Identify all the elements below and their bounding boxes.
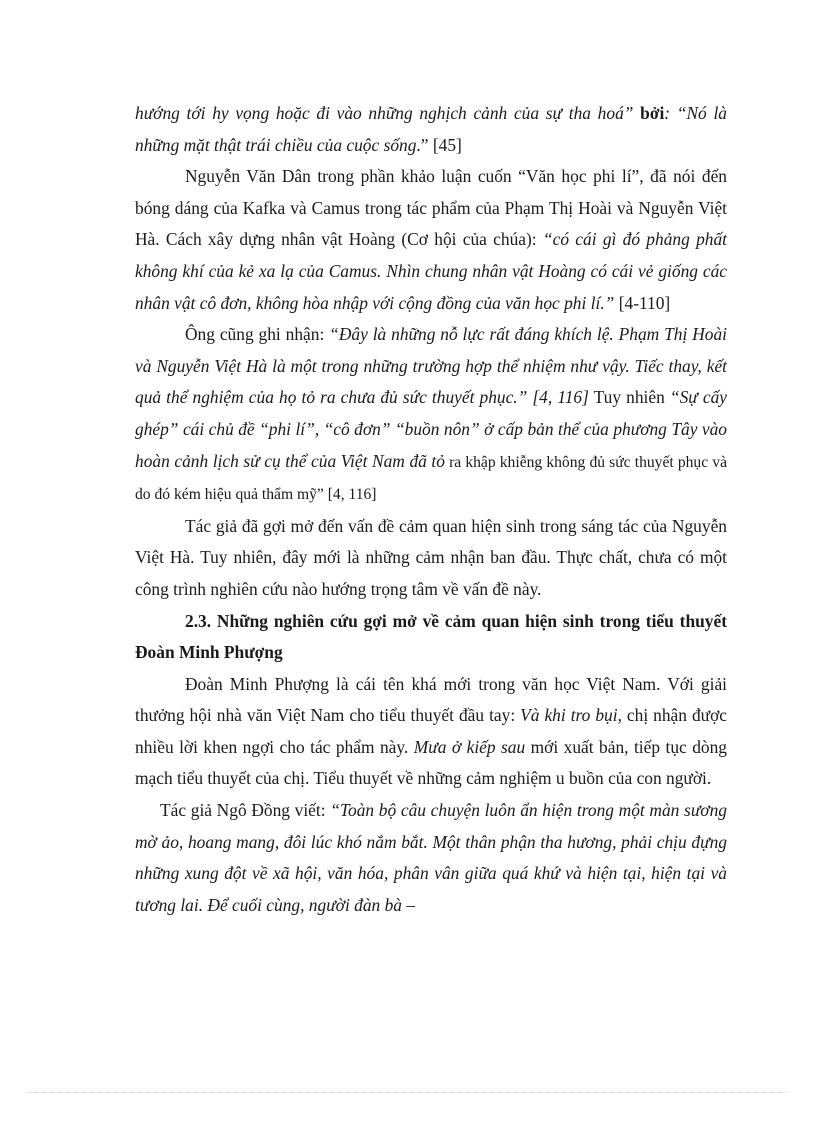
quote-text: “Sự cấy ghép” cái chủ đề “phi lí”, “cô đơn” “buồn nôn” ở cấp bản thể của phương Tây vào hoàn cảnh lịch sử cụ thể của Việt Nam đã tỏ [135, 387, 727, 471]
body-text: Tuy nhiên [588, 387, 670, 408]
citation: .” [45] [416, 134, 462, 155]
body-text: mới xuất bản, tiếp tục dòng mạch tiểu thuyết của chị. Tiểu thuyết về những cảm nghiệm u buồn của con người. [135, 736, 727, 789]
book-title: Mưa ở kiếp sau [413, 736, 526, 757]
body-text: Đoàn Minh Phượng là cái tên khá mới trong văn học Việt Nam. Với giải thưởng hội nhà văn Việt Nam cho tiểu thuyết đầu tay: [135, 673, 727, 726]
body-text-small: ra khập khiễng không đủ sức thuyết phục và do đó kém hiệu quả thẩm mỹ” [4, 116] [135, 453, 727, 504]
section-heading: 2.3. Những nghiên cứu gợi mở về cảm quan hiện sinh trong tiểu thuyết Đoàn Minh Phượng [135, 610, 727, 663]
paragraph-1 [135, 98, 727, 161]
body-text: bởi [633, 103, 665, 123]
paragraph-2 [135, 161, 727, 319]
body-text: , chị nhận được nhiều lời khen ngợi cho tác phẩm này. [135, 705, 727, 757]
paragraph-4: Tác giả đã gợi mở đến vấn đề cảm quan hiện sinh trong sáng tác của Nguyễn Việt Hà. Tuy nhiên, đây mới là những cảm nhận ban đầu. Thực chất, chưa có một công trình nghiên cứu nào hướng trọng tâm về vấn đề này. [135, 515, 727, 599]
paragraph-5 [135, 669, 727, 795]
paragraph-6 [135, 795, 727, 921]
body-text: Tác giả Ngô Đồng viết: [160, 800, 331, 821]
page-divider [28, 1092, 788, 1093]
body-text: Ông cũng ghi nhận: [185, 324, 330, 345]
quote-text: : “Nó là những mặt thật trái chiều của cuộc sống [135, 103, 727, 155]
citation: [4-110] [614, 292, 671, 313]
quote-text: “có cái gì đó phảng phất không khí của kẻ xa lạ của Camus. Nhìn chung nhân vật Hoàng có cái vẻ giống các nhân vật cô đơn, không hòa nhập với cộng đồng của văn học phi lí.” [135, 229, 727, 313]
quote-text: hướng tới hy vọng hoặc đi vào những nghịch cảnh của sự tha hoá” [135, 103, 634, 123]
quote-text: “Toàn bộ câu chuyện luôn ẩn hiện trong một màn sương mờ ảo, hoang mang, đôi lúc khó nắm bắt. Một thân phận tha hương, phải chịu đựng những xung đột về xã hội, văn hóa, phân vân giữa quá khứ và hiện tại, hiện tại và tương lai. Để cuối cùng, người đàn bà – [135, 800, 727, 915]
quote-text: “Đây là những nỗ lực rất đáng khích lệ. Phạm Thị Hoài và Nguyễn Việt Hà là một trong những trường hợp thể nhiệm như vậy. Tiếc thay, kết quả thể nghiệm của họ tỏ ra chưa đủ sức thuyết phục.” [4, 116] [135, 324, 727, 408]
paragraph-3 [135, 319, 727, 511]
body-text: Nguyễn Văn Dân trong phần khảo luận cuốn “Văn học phi lí”, đã nói đến bóng dáng của Kafka và Camus trong tác phẩm của Phạm Thị Hoài và Nguyễn Việt Hà. Cách xây dựng nhân vật Hoàng (Cơ hội của chúa): [135, 166, 727, 250]
document-page [135, 98, 727, 921]
book-title: Và khi tro bụi [520, 705, 618, 726]
